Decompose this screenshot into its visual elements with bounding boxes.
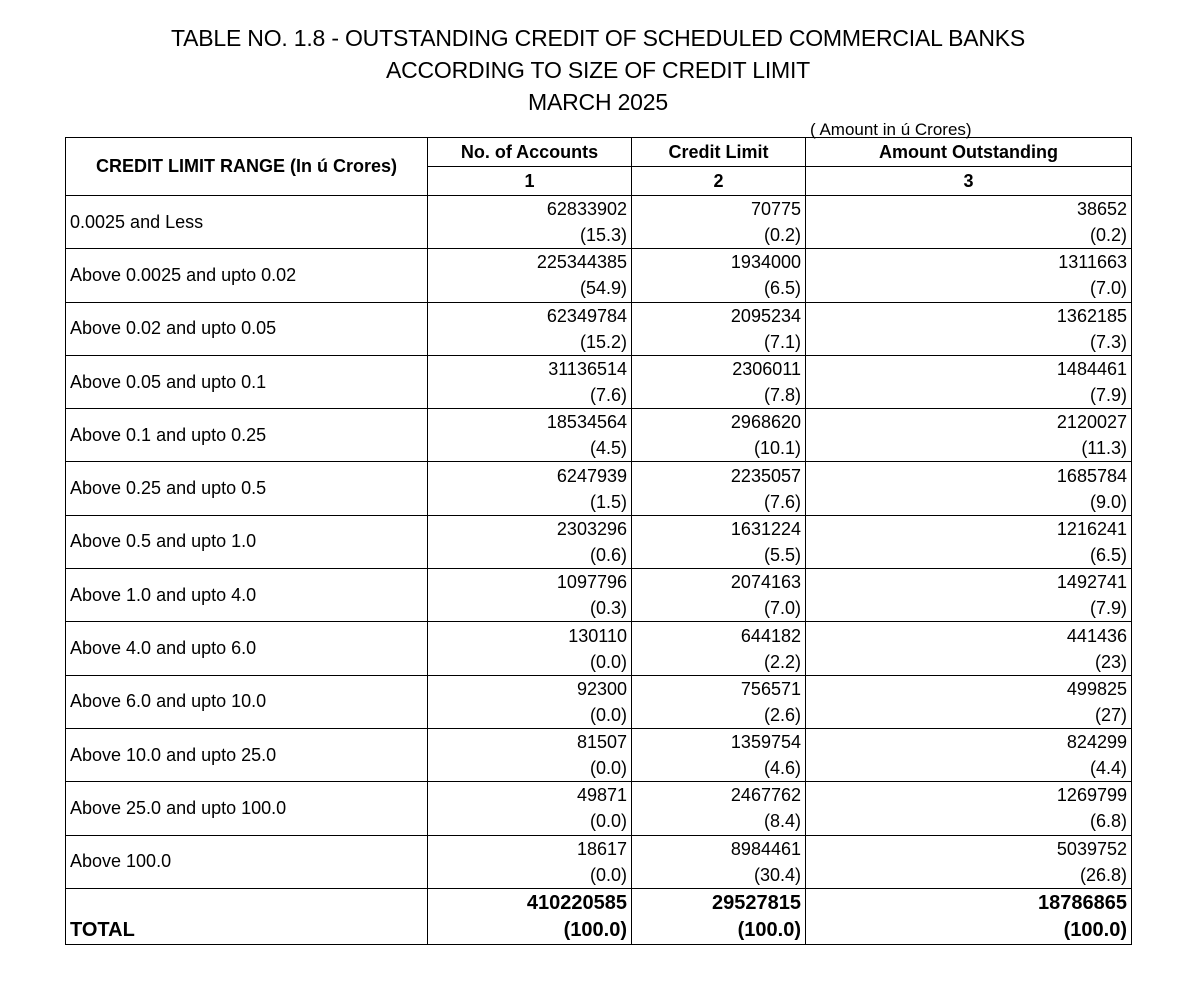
range-label: Above 100.0: [66, 835, 428, 888]
accounts-cell: [428, 622, 632, 675]
credit-table: [65, 137, 1132, 945]
outstanding-cell: [806, 569, 1132, 622]
limit-header: Credit Limit: [632, 138, 806, 167]
title-line-1: TABLE NO. 1.8 - OUTSTANDING CREDIT OF SCHEDULED COMMERCIAL BANKS: [170, 25, 1026, 51]
limit-cell: [632, 462, 806, 515]
limit-cell: [632, 302, 806, 355]
table-body: [66, 196, 1132, 889]
range-label: Above 1.0 and upto 4.0: [66, 569, 428, 622]
accounts-value: 2303296: [556, 518, 627, 539]
outstanding-cell: [806, 835, 1132, 888]
outstanding-value: 1216241: [1056, 518, 1127, 539]
accounts-share: (15.3): [579, 225, 627, 246]
accounts-share: (0.0): [589, 758, 627, 779]
accounts-cell: [428, 728, 632, 781]
accounts-share: (0.0): [589, 811, 627, 832]
limit-share: (7.8): [763, 385, 801, 406]
outstanding-value: 1484461: [1056, 359, 1127, 380]
limit-share: (7.6): [763, 491, 801, 512]
limit-value: 756571: [740, 678, 801, 699]
outstanding-value: 2120027: [1056, 412, 1127, 433]
range-label: Above 0.05 and upto 0.1: [66, 355, 428, 408]
total-limit-cell: [632, 888, 806, 944]
limit-value: 2968620: [730, 412, 801, 433]
limit-value: 1934000: [730, 252, 801, 273]
limit-cell: [632, 569, 806, 622]
table-row: [66, 249, 1132, 302]
limit-cell: [632, 622, 806, 675]
accounts-value: 49871: [576, 785, 627, 806]
accounts-cell: [428, 196, 632, 249]
limit-value: 2095234: [730, 305, 801, 326]
range-label: Above 0.1 and upto 0.25: [66, 409, 428, 462]
accounts-value: 62833902: [546, 199, 627, 220]
limit-share: (4.6): [763, 758, 801, 779]
col-number-3: 3: [806, 167, 1132, 196]
outstanding-share: (11.3): [1081, 438, 1127, 459]
accounts-share: (1.5): [589, 491, 627, 512]
title-line-3: MARCH 2025: [528, 89, 668, 115]
accounts-value: 92300: [576, 678, 627, 699]
limit-value: 2467762: [730, 785, 801, 806]
outstanding-header: Amount Outstanding: [806, 138, 1132, 167]
outstanding-share: (7.3): [1089, 331, 1127, 352]
accounts-share: (0.0): [589, 704, 627, 725]
limit-share: (7.0): [763, 598, 801, 619]
col-number-2: 2: [632, 167, 806, 196]
table-row: [66, 622, 1132, 675]
accounts-value: 18617: [576, 838, 627, 859]
limit-value: 1631224: [730, 518, 801, 539]
range-label: 0.0025 and Less: [66, 196, 428, 249]
range-label: Above 4.0 and upto 6.0: [66, 622, 428, 675]
table-row: [66, 782, 1132, 835]
accounts-value: 6247939: [556, 465, 627, 486]
outstanding-share: (7.0): [1089, 278, 1127, 299]
accounts-cell: [428, 675, 632, 728]
range-label: Above 0.25 and upto 0.5: [66, 462, 428, 515]
total-label: TOTAL: [66, 888, 428, 944]
total-limit-pct: (100.0): [737, 918, 801, 941]
accounts-cell: [428, 569, 632, 622]
outstanding-share: (6.8): [1089, 811, 1127, 832]
outstanding-value: 499825: [1066, 678, 1127, 699]
outstanding-cell: [806, 515, 1132, 568]
limit-share: (2.2): [763, 651, 801, 672]
table-row: [66, 196, 1132, 249]
limit-value: 2235057: [730, 465, 801, 486]
limit-cell: [632, 409, 806, 462]
table-row: [66, 515, 1132, 568]
outstanding-value: 38652: [1076, 199, 1127, 220]
limit-cell: [632, 835, 806, 888]
table-title: [0, 22, 1182, 118]
limit-value: 8984461: [730, 838, 801, 859]
limit-share: (7.1): [763, 331, 801, 352]
limit-cell: [632, 782, 806, 835]
outstanding-share: (6.5): [1089, 544, 1127, 565]
accounts-value: 225344385: [536, 252, 627, 273]
limit-cell: [632, 249, 806, 302]
accounts-share: (0.6): [589, 544, 627, 565]
limit-cell: [632, 196, 806, 249]
table-row: [66, 409, 1132, 462]
limit-cell: [632, 515, 806, 568]
outstanding-value: 5039752: [1056, 838, 1127, 859]
table-row: [66, 835, 1132, 888]
range-label: Above 25.0 and upto 100.0: [66, 782, 428, 835]
limit-share: (5.5): [763, 544, 801, 565]
limit-share: (10.1): [753, 438, 801, 459]
outstanding-share: (23): [1094, 651, 1127, 672]
outstanding-value: 441436: [1066, 625, 1127, 646]
outstanding-cell: [806, 409, 1132, 462]
accounts-share: (15.2): [579, 331, 627, 352]
total-row: [66, 888, 1132, 944]
limit-share: (0.2): [763, 225, 801, 246]
limit-cell: [632, 675, 806, 728]
accounts-cell: [428, 355, 632, 408]
limit-value: 644182: [740, 625, 801, 646]
accounts-header: No. of Accounts: [428, 138, 632, 167]
range-label: Above 0.5 and upto 1.0: [66, 515, 428, 568]
outstanding-share: (26.8): [1079, 864, 1127, 885]
outstanding-share: (0.2): [1089, 225, 1127, 246]
accounts-cell: [428, 835, 632, 888]
total-accounts: 410220585: [526, 891, 627, 914]
outstanding-share: (7.9): [1089, 598, 1127, 619]
col-number-1: 1: [428, 167, 632, 196]
accounts-share: (4.5): [589, 438, 627, 459]
total-outstanding: 18786865: [1038, 891, 1127, 914]
range-header: CREDIT LIMIT RANGE (In ú Crores): [66, 138, 428, 196]
limit-value: 1359754: [730, 732, 801, 753]
total-limit: 29527815: [712, 891, 801, 914]
limit-value: 70775: [750, 199, 801, 220]
range-label: Above 10.0 and upto 25.0: [66, 728, 428, 781]
outstanding-cell: [806, 622, 1132, 675]
outstanding-share: (9.0): [1089, 491, 1127, 512]
outstanding-cell: [806, 302, 1132, 355]
title-line-2: ACCORDING TO SIZE OF CREDIT LIMIT: [385, 57, 811, 83]
accounts-share: (7.6): [589, 385, 627, 406]
outstanding-cell: [806, 249, 1132, 302]
accounts-share: (0.0): [589, 864, 627, 885]
accounts-value: 81507: [576, 732, 627, 753]
outstanding-value: 1311663: [1058, 252, 1127, 273]
range-label: Above 6.0 and upto 10.0: [66, 675, 428, 728]
limit-share: (6.5): [763, 278, 801, 299]
accounts-value: 130110: [568, 625, 627, 646]
outstanding-value: 1685784: [1056, 465, 1127, 486]
accounts-value: 62349784: [546, 305, 627, 326]
outstanding-value: 1362185: [1056, 305, 1127, 326]
outstanding-value: 824299: [1066, 732, 1127, 753]
accounts-cell: [428, 409, 632, 462]
limit-cell: [632, 355, 806, 408]
total-accounts-cell: [428, 888, 632, 944]
table-row: [66, 569, 1132, 622]
outstanding-share: (27): [1094, 704, 1127, 725]
outstanding-cell: [806, 675, 1132, 728]
accounts-share: (0.0): [589, 651, 627, 672]
outstanding-value: 1269799: [1056, 785, 1127, 806]
outstanding-share: (7.9): [1089, 385, 1127, 406]
limit-share: (8.4): [763, 811, 801, 832]
total-outstanding-pct: (100.0): [1063, 918, 1127, 941]
accounts-share: (0.3): [589, 598, 627, 619]
table-row: [66, 302, 1132, 355]
accounts-value: 31136514: [548, 359, 627, 380]
unit-note: ( Amount in ú Crores): [810, 120, 972, 139]
accounts-cell: [428, 302, 632, 355]
outstanding-cell: [806, 196, 1132, 249]
limit-value: 2074163: [730, 572, 801, 593]
accounts-cell: [428, 462, 632, 515]
limit-share: (30.4): [753, 864, 801, 885]
limit-value: 2306011: [732, 359, 801, 380]
outstanding-cell: [806, 728, 1132, 781]
table-row: [66, 728, 1132, 781]
accounts-share: (54.9): [579, 278, 627, 299]
range-label: Above 0.0025 and upto 0.02: [66, 249, 428, 302]
limit-cell: [632, 728, 806, 781]
total-outstanding-cell: [806, 888, 1132, 944]
accounts-cell: [428, 782, 632, 835]
outstanding-cell: [806, 355, 1132, 408]
accounts-value: 1097796: [556, 572, 627, 593]
outstanding-share: (4.4): [1089, 758, 1127, 779]
range-label: Above 0.02 and upto 0.05: [66, 302, 428, 355]
accounts-cell: [428, 515, 632, 568]
outstanding-value: 1492741: [1056, 572, 1127, 593]
accounts-cell: [428, 249, 632, 302]
outstanding-cell: [806, 462, 1132, 515]
accounts-value: 18534564: [546, 412, 627, 433]
table-row: [66, 675, 1132, 728]
table-row: [66, 462, 1132, 515]
table-row: [66, 355, 1132, 408]
outstanding-cell: [806, 782, 1132, 835]
limit-share: (2.6): [763, 704, 801, 725]
total-accounts-pct: (100.0): [563, 918, 627, 941]
